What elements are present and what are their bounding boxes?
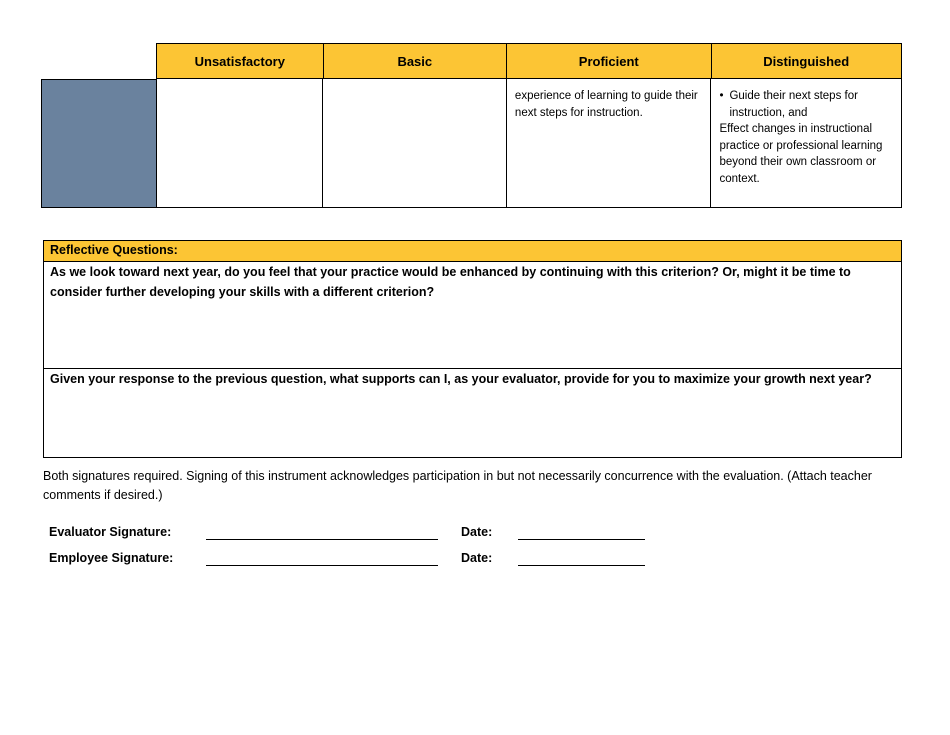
header-proficient: Proficient: [507, 44, 711, 78]
row-label-cell: [42, 79, 157, 207]
cell-proficient: experience of learning to guide their next steps for instruction.: [507, 79, 712, 207]
header-unsatisfactory: Unsatisfactory: [157, 44, 324, 78]
distinguished-bullet: [719, 88, 893, 105]
employee-signature-line[interactable]: [206, 565, 438, 566]
evaluator-signature-line[interactable]: [206, 539, 438, 540]
rubric-table: [41, 43, 902, 208]
question-2[interactable]: Given your response to the previous question, what supports can I, as your evaluator, provide for you to maximize your growth next year?: [50, 372, 872, 386]
reflective-questions-title: Reflective Questions:: [44, 241, 901, 262]
employee-signature-label: Employee Signature:: [49, 551, 174, 565]
bullet-text-line1: Guide their next steps for: [729, 90, 858, 102]
employee-date-label: Date:: [461, 551, 493, 565]
cell-distinguished: [711, 79, 901, 207]
header-distinguished: Distinguished: [763, 53, 850, 69]
cell-basic: [323, 79, 507, 207]
rubric-body-row: [41, 79, 902, 208]
reflective-questions-box: [43, 240, 902, 458]
header-basic: Basic: [324, 44, 508, 78]
evaluator-date-line[interactable]: [518, 539, 645, 540]
evaluator-signature-row: [49, 523, 669, 543]
question-1[interactable]: As we look toward next year, do you feel that your practice would be enhanced by continuing with this criterion? Or, might it be time to consider further developing your skills with a different criterion?: [44, 262, 901, 369]
signature-note: Both signatures required. Signing of this instrument acknowledges participation in but not necessarily concurrence with the evaluation. (Attach teacher comments if desired.): [43, 469, 872, 502]
evaluator-signature-label: Evaluator Signature:: [49, 525, 172, 539]
rubric-header-row: [156, 43, 902, 79]
cell-unsatisfactory: [157, 79, 324, 207]
employee-date-line[interactable]: [518, 565, 645, 566]
distinguished-paragraph: Effect changes in instructional practice or professional learning beyond their own classroom or context.: [719, 123, 883, 185]
bullet-text-line2: instruction, and: [729, 106, 808, 119]
evaluator-date-label: Date:: [461, 525, 493, 539]
employee-signature-row: [49, 549, 669, 569]
bullet-icon: •: [719, 90, 724, 102]
